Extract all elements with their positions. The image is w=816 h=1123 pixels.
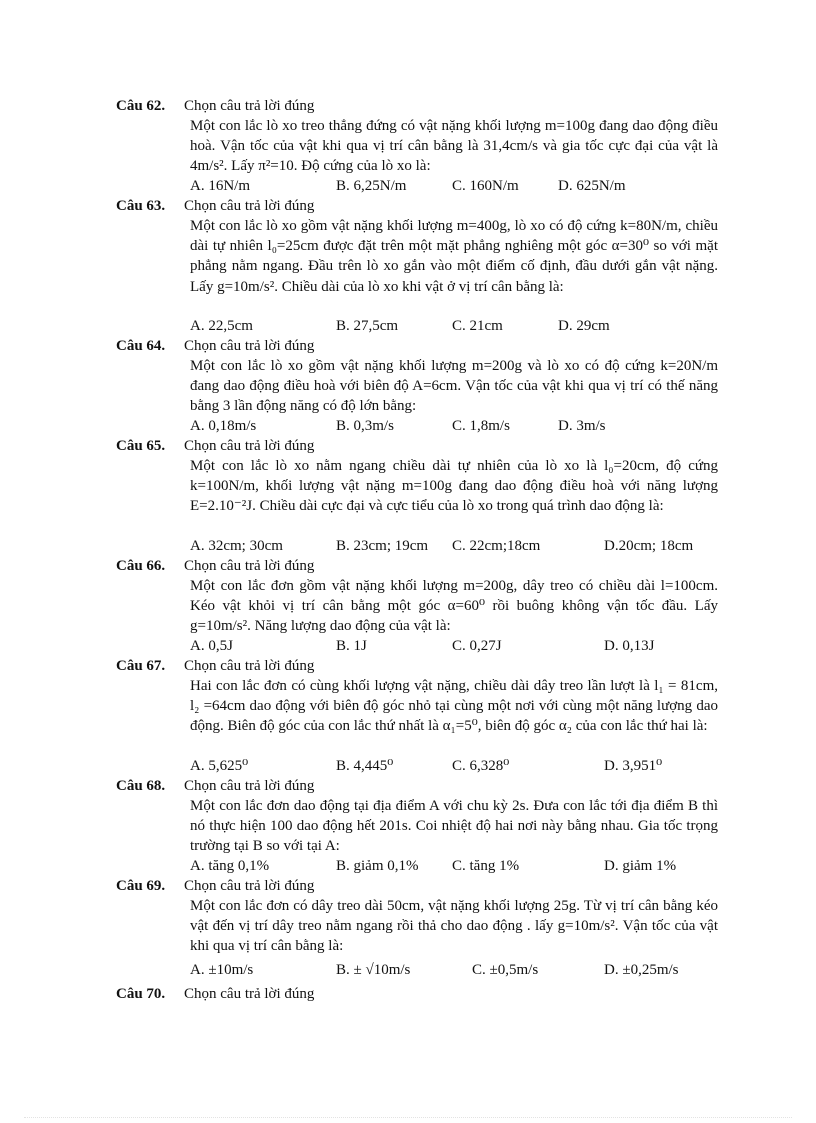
- answer-options: [190, 856, 750, 876]
- option-b: B. 23cm; 19cm: [336, 538, 429, 554]
- question-number: Câu 63.: [116, 198, 166, 214]
- option-d: D. 625N/m: [558, 178, 626, 194]
- question-number: Câu 67.: [116, 658, 166, 674]
- option-a: A. ±10m/s: [190, 962, 254, 978]
- answer-options: [190, 756, 750, 776]
- option-d: D. 0,13J: [604, 638, 655, 654]
- option-d: D. ±0,25m/s: [604, 962, 679, 978]
- question-number: Câu 65.: [116, 438, 166, 454]
- question-prompt: Chọn câu trả lời đúng: [184, 986, 315, 1002]
- question-text: Một con lắc lò xo treo thẳng đứng có vật nặng khối lượng m=100g đang dao động điều hoà. Vận tốc của vật khi qua vị trí cân bằng là 31,4cm/s và gia tốc cực đại của vật là 4m/s². Lấy π²=10. Độ cứng của lò xo là:: [190, 118, 718, 175]
- option-b: B. giảm 0,1%: [336, 858, 419, 874]
- question-prompt: Chọn câu trả lời đúng: [184, 658, 315, 674]
- option-d: D. 3m/s: [558, 418, 606, 434]
- option-c: C. 6,328⁰: [452, 758, 510, 774]
- question-text: Một con lắc đơn có dây treo dài 50cm, vật nặng khối lượng 25g. Từ vị trí cân bằng kéo vật đến vị trí dây treo nằm ngang rồi thả cho dao động . lấy g=10m/s². Vận tốc của vật khi qua vị trí cân bằng là:: [190, 898, 718, 955]
- option-c: C. ±0,5m/s: [472, 962, 539, 978]
- option-b: B. 0,3m/s: [336, 418, 394, 434]
- question-prompt: Chọn câu trả lời đúng: [184, 778, 315, 794]
- answer-options: [190, 176, 750, 196]
- question-text: Một con lắc lò xo nằm ngang chiều dài tự nhiên của lò xo là l₀=20cm, độ cứng k=100N/m, khối lượng vật nặng m=100g đang dao động điều hoà với năng lượng E=2.10⁻²J. Chiều dài cực đại và cực tiểu của lò xo trong quá trình dao động là:: [190, 458, 718, 515]
- option-c: C. tăng 1%: [452, 858, 520, 874]
- option-b: B. 27,5cm: [336, 318, 399, 334]
- option-a: A. 0,18m/s: [190, 418, 257, 434]
- option-a: A. 32cm; 30cm: [190, 538, 283, 554]
- question-number: Câu 68.: [116, 778, 166, 794]
- question-number: Câu 69.: [116, 878, 166, 894]
- question-number: Câu 66.: [116, 558, 166, 574]
- option-c: C. 0,27J: [452, 638, 502, 654]
- question-text: Hai con lắc đơn có cùng khối lượng vật nặng, chiều dài dây treo lần lượt là l₁ = 81cm, l₂ =64cm dao động với biên độ góc nhỏ tại cùng một nơi với cùng một năng lượng dao động. Biên độ góc của con lắc thứ nhất là α₁=5⁰, biên độ góc α₂ của con lắc thứ hai là:: [190, 678, 718, 735]
- question-text: Một con lắc đơn gồm vật nặng khối lượng m=200g, dây treo có chiều dài l=100cm. Kéo vật khỏi vị trí cân bằng một góc α=60⁰ rồi buông không vận tốc đầu. Lấy g=10m/s². Năng lượng dao động của vật là:: [190, 578, 718, 635]
- question-text: Một con lắc đơn dao động tại địa điểm A với chu kỳ 2s. Đưa con lắc tới địa điểm B thì nó thực hiện 100 dao động hết 201s. Coi nhiệt độ hai nơi này bằng nhau. Gia tốc trọng trường tại B so với tại A:: [190, 798, 718, 855]
- option-c: C. 1,8m/s: [452, 418, 510, 434]
- question-prompt: Chọn câu trả lời đúng: [184, 98, 315, 114]
- option-c: C. 21cm: [452, 318, 503, 334]
- question-number: Câu 64.: [116, 338, 166, 354]
- option-c: C. 160N/m: [452, 178, 519, 194]
- option-b: B. 1J: [336, 638, 367, 654]
- option-b: B. 6,25N/m: [336, 178, 407, 194]
- option-a: A. 22,5cm: [190, 318, 253, 334]
- question-prompt: Chọn câu trả lời đúng: [184, 198, 315, 214]
- answer-options: [190, 536, 750, 556]
- question-number: Câu 62.: [116, 98, 166, 114]
- option-d: D. 3,951⁰: [604, 758, 663, 774]
- option-c: C. 22cm;18cm: [452, 538, 541, 554]
- question-number: Câu 70.: [116, 986, 166, 1002]
- answer-options: [190, 316, 750, 336]
- option-a: A. 5,625⁰: [190, 758, 249, 774]
- answer-options: [190, 636, 750, 656]
- option-d: D.20cm; 18cm: [604, 538, 694, 554]
- option-d: D. 29cm: [558, 318, 610, 334]
- option-a: A. 0,5J: [190, 638, 233, 654]
- option-b: B. 4,445⁰: [336, 758, 394, 774]
- page-bottom-divider: [24, 1117, 792, 1118]
- option-b: B. ± √10m/s: [336, 962, 411, 978]
- question-prompt: Chọn câu trả lời đúng: [184, 878, 315, 894]
- question-prompt: Chọn câu trả lời đúng: [184, 558, 315, 574]
- option-a: A. 16N/m: [190, 178, 250, 194]
- option-d: D. giảm 1%: [604, 858, 677, 874]
- question-text: Một con lắc lò xo gồm vật nặng khối lượng m=400g, lò xo có độ cứng k=80N/m, chiều dài tự nhiên l₀=25cm được đặt trên một mặt phẳng nghiêng một góc α=30⁰ so với mặt phẳng nằm ngang. Đầu trên lò xo gắn vào một điểm cố định, đầu dưới gắn vật nặng. Lấy g=10m/s². Chiều dài của lò xo khi vật ở vị trí cân bằng là:: [190, 218, 718, 295]
- question-prompt: Chọn câu trả lời đúng: [184, 438, 315, 454]
- answer-options: [190, 960, 750, 980]
- option-a: A. tăng 0,1%: [190, 858, 270, 874]
- question-prompt: Chọn câu trả lời đúng: [184, 338, 315, 354]
- question-text: Một con lắc lò xo gồm vật nặng khối lượng m=200g và lò xo có độ cứng k=20N/m đang dao động điều hoà với biên độ A=6cm. Vận tốc của vật khi qua vị trí có thế năng bằng 3 lần động năng có độ lớn bằng:: [190, 358, 718, 415]
- answer-options: [190, 416, 750, 436]
